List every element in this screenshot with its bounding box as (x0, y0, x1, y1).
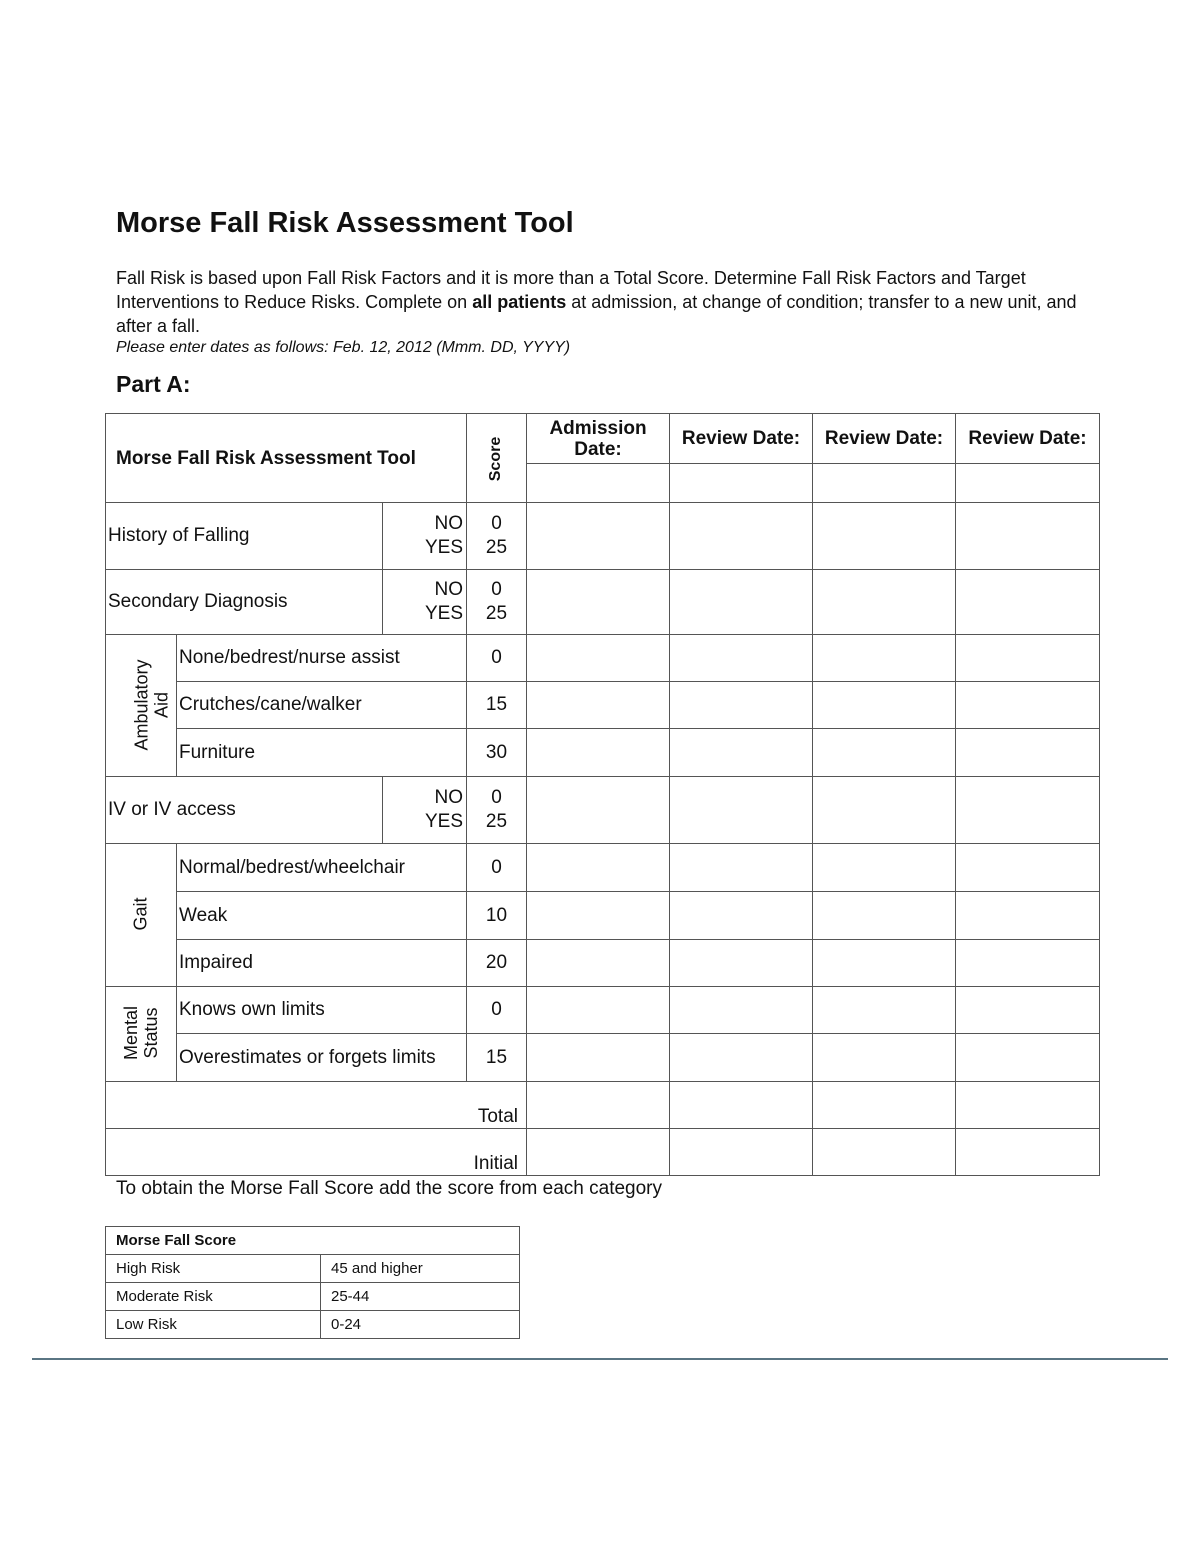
gait-score: 20 (467, 940, 527, 987)
initial-label: Initial (106, 1129, 527, 1176)
assessment-table-title: Morse Fall Risk Assessment Tool (106, 414, 467, 503)
review-date-input-3[interactable] (956, 464, 1100, 503)
score-entry-cell[interactable] (527, 892, 670, 940)
document-title: Morse Fall Risk Assessment Tool (116, 207, 574, 239)
review-date-input-1[interactable] (670, 464, 813, 503)
score-entry-cell[interactable] (813, 503, 956, 570)
gait-label: Gait (106, 844, 177, 987)
total-entry-cell[interactable] (527, 1082, 670, 1129)
risk-range: 45 and higher (321, 1255, 520, 1283)
score-entry-cell[interactable] (813, 682, 956, 729)
review-date-header-3: Review Date: (956, 414, 1100, 464)
score-entry-cell[interactable] (813, 729, 956, 777)
gait-option: Impaired (177, 940, 467, 987)
mental-status-score: 0 (467, 987, 527, 1034)
score-entry-cell[interactable] (956, 682, 1100, 729)
score-entry-cell[interactable] (527, 570, 670, 635)
score-entry-cell[interactable] (813, 777, 956, 844)
score-entry-cell[interactable] (813, 940, 956, 987)
ambulatory-aid-score: 30 (467, 729, 527, 777)
score-entry-cell[interactable] (813, 844, 956, 892)
footer-divider (32, 1358, 1168, 1360)
review-date-header-1: Review Date: (670, 414, 813, 464)
score-entry-cell[interactable] (670, 635, 813, 682)
score-caption: To obtain the Morse Fall Score add the score from each category (116, 1178, 662, 1199)
gait-option: Normal/bedrest/wheelchair (177, 844, 467, 892)
admission-date-header: Admission Date: (527, 414, 670, 464)
score-entry-cell[interactable] (956, 1034, 1100, 1082)
score-entry-cell[interactable] (527, 940, 670, 987)
score-entry-cell[interactable] (670, 777, 813, 844)
score-entry-cell[interactable] (813, 635, 956, 682)
score-entry-cell[interactable] (670, 570, 813, 635)
score-entry-cell[interactable] (813, 892, 956, 940)
score-entry-cell[interactable] (527, 635, 670, 682)
score-entry-cell[interactable] (956, 892, 1100, 940)
mental-status-option: Knows own limits (177, 987, 467, 1034)
iv-access-options: NO YES (383, 777, 467, 844)
score-entry-cell[interactable] (956, 844, 1100, 892)
part-label: Part A: (116, 371, 191, 397)
initial-entry-cell[interactable] (670, 1129, 813, 1176)
score-entry-cell[interactable] (670, 682, 813, 729)
total-entry-cell[interactable] (813, 1082, 956, 1129)
score-entry-cell[interactable] (670, 892, 813, 940)
gait-option: Weak (177, 892, 467, 940)
history-of-falling-scores: 0 25 (467, 503, 527, 570)
risk-level: Moderate Risk (106, 1283, 321, 1311)
review-date-input-2[interactable] (813, 464, 956, 503)
score-entry-cell[interactable] (527, 777, 670, 844)
risk-range: 0-24 (321, 1311, 520, 1339)
score-column-header (467, 414, 527, 503)
iv-access-scores: 0 25 (467, 777, 527, 844)
score-entry-cell[interactable] (670, 729, 813, 777)
score-table-title: Morse Fall Score (106, 1227, 520, 1255)
admission-date-input[interactable] (527, 464, 670, 503)
score-entry-cell[interactable] (527, 682, 670, 729)
score-entry-cell[interactable] (813, 1034, 956, 1082)
score-entry-cell[interactable] (956, 777, 1100, 844)
secondary-diagnosis-label: Secondary Diagnosis (106, 570, 383, 635)
initial-entry-cell[interactable] (527, 1129, 670, 1176)
initial-entry-cell[interactable] (813, 1129, 956, 1176)
gait-score: 0 (467, 844, 527, 892)
score-entry-cell[interactable] (956, 570, 1100, 635)
total-label: Total (106, 1082, 527, 1129)
score-entry-cell[interactable] (527, 503, 670, 570)
score-entry-cell[interactable] (956, 987, 1100, 1034)
history-of-falling-label: History of Falling (106, 503, 383, 570)
intro-text-2: at admission, at change of condition; transfer to a new unit, and after a fall. (116, 292, 1077, 336)
ambulatory-aid-score: 15 (467, 682, 527, 729)
score-entry-cell[interactable] (670, 503, 813, 570)
score-entry-cell[interactable] (670, 940, 813, 987)
history-of-falling-options: NO YES (383, 503, 467, 570)
score-entry-cell[interactable] (527, 1034, 670, 1082)
ambulatory-aid-label: Ambulatory Aid (106, 635, 177, 777)
mental-status-score: 15 (467, 1034, 527, 1082)
score-entry-cell[interactable] (956, 729, 1100, 777)
intro-paragraph (116, 266, 1096, 338)
score-entry-cell[interactable] (813, 570, 956, 635)
mental-status-label: Mental Status (106, 987, 177, 1082)
date-format-note: Please enter dates as follows: Feb. 12, 2012 (Mmm. DD, YYYY) (116, 339, 571, 356)
score-entry-cell[interactable] (527, 844, 670, 892)
ambulatory-aid-option: None/bedrest/nurse assist (177, 635, 467, 682)
morse-fall-score-table (105, 1226, 520, 1339)
risk-level: Low Risk (106, 1311, 321, 1339)
score-entry-cell[interactable] (527, 987, 670, 1034)
score-entry-cell[interactable] (670, 844, 813, 892)
mental-status-option: Overestimates or forgets limits (177, 1034, 467, 1082)
ambulatory-aid-option: Crutches/cane/walker (177, 682, 467, 729)
score-entry-cell[interactable] (956, 635, 1100, 682)
total-entry-cell[interactable] (670, 1082, 813, 1129)
score-entry-cell[interactable] (956, 940, 1100, 987)
intro-bold-text: all patients (472, 292, 567, 312)
initial-entry-cell[interactable] (956, 1129, 1100, 1176)
score-entry-cell[interactable] (527, 729, 670, 777)
review-date-header-2: Review Date: (813, 414, 956, 464)
risk-range: 25-44 (321, 1283, 520, 1311)
total-entry-cell[interactable] (956, 1082, 1100, 1129)
iv-access-label: IV or IV access (106, 777, 383, 844)
score-header-text: Score (487, 436, 505, 482)
ambulatory-aid-option: Furniture (177, 729, 467, 777)
secondary-diagnosis-scores: 0 25 (467, 570, 527, 635)
score-entry-cell[interactable] (670, 1034, 813, 1082)
secondary-diagnosis-options: NO YES (383, 570, 467, 635)
intro-text-1: Fall Risk is based upon Fall Risk Factors and it is more than a Total Score. Determine Fall Risk Factors and Target Interventions to Reduce Risks. Complete on (116, 268, 1026, 312)
score-entry-cell[interactable] (956, 503, 1100, 570)
gait-score: 10 (467, 892, 527, 940)
ambulatory-aid-score: 0 (467, 635, 527, 682)
risk-level: High Risk (106, 1255, 321, 1283)
score-entry-cell[interactable] (813, 987, 956, 1034)
assessment-table (105, 413, 1100, 1176)
score-entry-cell[interactable] (670, 987, 813, 1034)
